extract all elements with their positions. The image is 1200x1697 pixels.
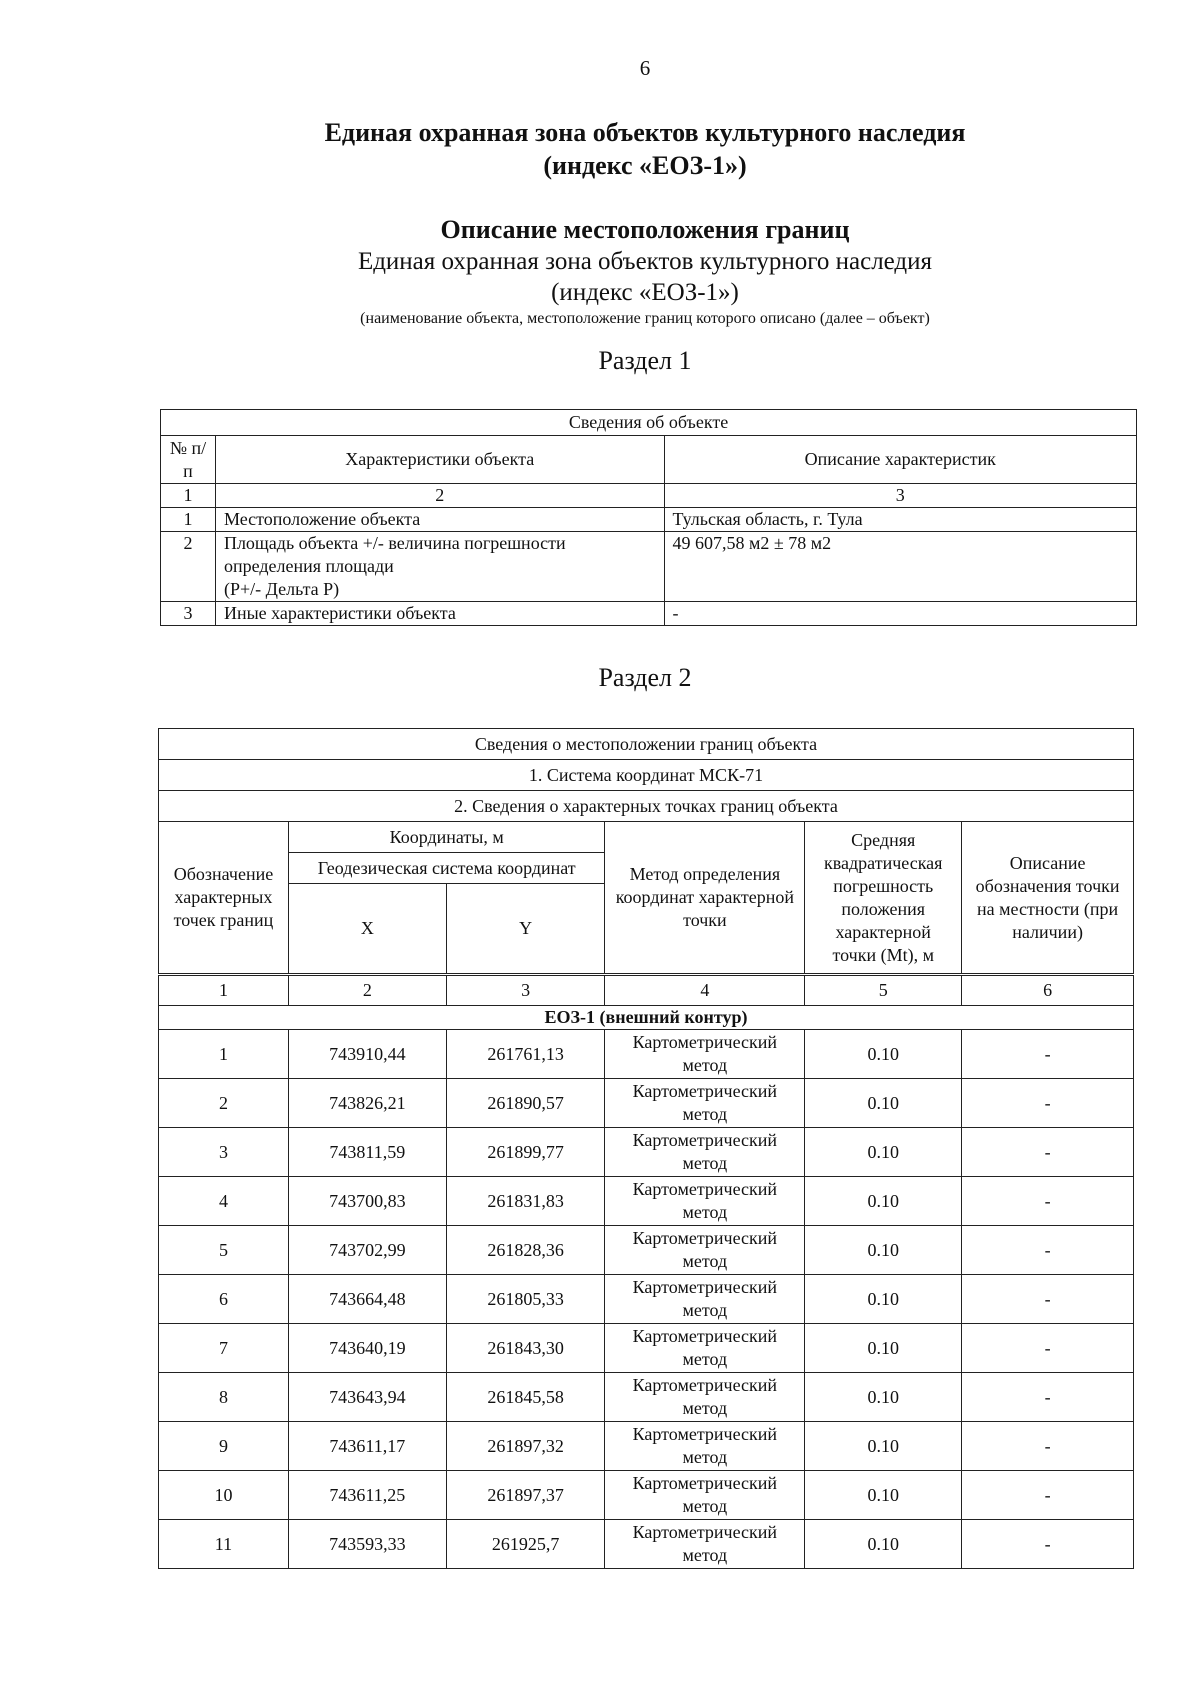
index-cell: 1 <box>159 975 289 1006</box>
point-note-cell: - <box>962 1422 1134 1471</box>
point-number-cell: 4 <box>159 1177 289 1226</box>
row-description: Тульская область, г. Тула <box>664 508 1137 532</box>
method-line: метод <box>682 1545 728 1565</box>
point-y-cell: 261899,77 <box>446 1128 605 1177</box>
row-characteristic-line: Площадь объекта +/- величина погрешности <box>223 533 566 553</box>
index-cell: 6 <box>962 975 1134 1006</box>
method-line: Картометрический <box>632 1473 778 1493</box>
method-line: метод <box>682 1447 728 1467</box>
point-note-cell: - <box>962 1324 1134 1373</box>
page-number: 6 <box>639 56 651 80</box>
point-number-cell: 1 <box>159 1030 289 1079</box>
col-header-y: Y <box>446 884 605 975</box>
point-y-cell: 261845,58 <box>446 1373 605 1422</box>
table-row <box>159 1226 1134 1275</box>
point-y-cell: 261761,13 <box>446 1030 605 1079</box>
point-number-cell: 11 <box>159 1520 289 1569</box>
point-y-cell: 261843,30 <box>446 1324 605 1373</box>
row-characteristic-line: Местоположение объекта <box>223 509 421 529</box>
point-note-cell: - <box>962 1030 1134 1079</box>
point-method-cell <box>605 1422 805 1471</box>
point-x-cell: 743826,21 <box>288 1079 446 1128</box>
point-x-cell: 743811,59 <box>288 1128 446 1177</box>
point-error-cell: 0.10 <box>805 1324 962 1373</box>
point-number-cell: 10 <box>159 1471 289 1520</box>
method-line: Картометрический <box>632 1375 778 1395</box>
point-error-cell: 0.10 <box>805 1079 962 1128</box>
point-method-cell <box>605 1079 805 1128</box>
boundary-points-table <box>158 728 1134 1569</box>
point-y-cell: 261925,7 <box>446 1520 605 1569</box>
point-x-cell: 743611,25 <box>288 1471 446 1520</box>
point-method-cell <box>605 1373 805 1422</box>
point-error-cell: 0.10 <box>805 1226 962 1275</box>
point-x-cell: 743664,48 <box>288 1275 446 1324</box>
col-header-error: Средняя квадратическая погрешность положения характерной точки (Mt), м <box>805 822 962 975</box>
point-method-cell <box>605 1226 805 1275</box>
table-row <box>159 1030 1134 1079</box>
point-number-cell: 3 <box>159 1128 289 1177</box>
boundary-info-title: Сведения о местоположении границ объекта <box>159 729 1134 760</box>
col-header-x: X <box>288 884 446 975</box>
method-line: метод <box>682 1398 728 1418</box>
point-note-cell: - <box>962 1128 1134 1177</box>
method-line: метод <box>682 1055 728 1075</box>
document-title <box>0 116 1200 182</box>
title-line-1: Единая охранная зона объектов культурного наследия <box>324 118 966 147</box>
description-heading: Описание местоположения границ <box>440 215 850 244</box>
col-header-characteristics: Характеристики объекта <box>215 436 664 484</box>
description-line-2: (индекс «ЕОЗ-1») <box>551 279 739 306</box>
method-line: Картометрический <box>632 1326 778 1346</box>
row-num: 2 <box>161 532 216 602</box>
table-row <box>161 602 1137 626</box>
point-error-cell: 0.10 <box>805 1422 962 1471</box>
point-note-cell: - <box>962 1471 1134 1520</box>
col-header-method: Метод определения координат характерной точки <box>605 822 805 975</box>
point-error-cell: 0.10 <box>805 1373 962 1422</box>
table-row <box>159 1324 1134 1373</box>
table-header-row <box>159 822 1134 853</box>
point-y-cell: 261897,37 <box>446 1471 605 1520</box>
point-x-cell: 743702,99 <box>288 1226 446 1275</box>
contour-row <box>159 1006 1134 1030</box>
method-line: Картометрический <box>632 1032 778 1052</box>
point-note-cell: - <box>962 1226 1134 1275</box>
point-y-cell: 261897,32 <box>446 1422 605 1471</box>
table-row <box>159 1373 1134 1422</box>
row-characteristic <box>215 532 664 602</box>
description-caption: (наименование объекта, местоположение границ которого описано (далее – объект) <box>360 310 930 327</box>
point-note-cell: - <box>962 1079 1134 1128</box>
point-error-cell: 0.10 <box>805 1520 962 1569</box>
table-row <box>159 1275 1134 1324</box>
point-method-cell <box>605 1128 805 1177</box>
method-line: Картометрический <box>632 1179 778 1199</box>
point-y-cell: 261805,33 <box>446 1275 605 1324</box>
table-row <box>159 1079 1134 1128</box>
description-line-1: Единая охранная зона объектов культурного наследия <box>357 248 933 275</box>
index-cell: 5 <box>805 975 962 1006</box>
point-number-cell: 5 <box>159 1226 289 1275</box>
col-header-num: № п/п <box>161 436 216 484</box>
index-cell: 2 <box>288 975 446 1006</box>
table-row <box>161 508 1137 532</box>
point-x-cell: 743593,33 <box>288 1520 446 1569</box>
section-2-heading: Раздел 2 <box>598 663 692 692</box>
index-cell: 1 <box>161 484 216 508</box>
method-line: метод <box>682 1202 728 1222</box>
point-number-cell: 7 <box>159 1324 289 1373</box>
point-method-cell <box>605 1324 805 1373</box>
point-number-cell: 2 <box>159 1079 289 1128</box>
table-title-row <box>159 760 1134 791</box>
row-characteristic-line: определения площади <box>223 556 394 576</box>
table-row <box>159 1177 1134 1226</box>
table-title-row <box>159 729 1134 760</box>
col-header-designation: Обозначение характерных точек границ <box>159 822 289 975</box>
object-info-table <box>160 409 1137 626</box>
points-info-title: 2. Сведения о характерных точках границ объекта <box>159 791 1134 822</box>
point-error-cell: 0.10 <box>805 1128 962 1177</box>
point-error-cell: 0.10 <box>805 1275 962 1324</box>
point-y-cell: 261890,57 <box>446 1079 605 1128</box>
row-characteristic-line: (P+/- Дельта P) <box>223 579 340 599</box>
index-cell: 4 <box>605 975 805 1006</box>
index-cell: 2 <box>215 484 664 508</box>
col-header-description: Описание характеристик <box>664 436 1137 484</box>
point-number-cell: 8 <box>159 1373 289 1422</box>
contour-label: ЕОЗ-1 (внешний контур) <box>159 1006 1134 1030</box>
title-line-2: (индекс «ЕОЗ-1») <box>543 151 747 180</box>
row-num: 3 <box>161 602 216 626</box>
method-line: метод <box>682 1104 728 1124</box>
method-line: Картометрический <box>632 1522 778 1542</box>
table-index-row <box>161 484 1137 508</box>
point-method-cell <box>605 1471 805 1520</box>
table-title-row <box>161 410 1137 436</box>
index-cell: 3 <box>664 484 1137 508</box>
method-line: метод <box>682 1496 728 1516</box>
row-characteristic <box>215 508 664 532</box>
point-note-cell: - <box>962 1177 1134 1226</box>
table-row <box>159 1520 1134 1569</box>
point-error-cell: 0.10 <box>805 1471 962 1520</box>
method-line: Картометрический <box>632 1228 778 1248</box>
row-num: 1 <box>161 508 216 532</box>
method-line: Картометрический <box>632 1081 778 1101</box>
point-y-cell: 261831,83 <box>446 1177 605 1226</box>
point-method-cell <box>605 1520 805 1569</box>
col-header-note: Описание обозначения точки на местности (при наличии) <box>962 822 1134 975</box>
point-method-cell <box>605 1030 805 1079</box>
point-x-cell: 743611,17 <box>288 1422 446 1471</box>
point-error-cell: 0.10 <box>805 1177 962 1226</box>
method-line: Картометрический <box>632 1130 778 1150</box>
point-x-cell: 743640,19 <box>288 1324 446 1373</box>
method-line: метод <box>682 1153 728 1173</box>
row-description: 49 607,58 м2 ± 78 м2 <box>664 532 1137 602</box>
table-title-row <box>159 791 1134 822</box>
table-row <box>159 1422 1134 1471</box>
method-line: метод <box>682 1349 728 1369</box>
point-note-cell: - <box>962 1373 1134 1422</box>
point-note-cell: - <box>962 1520 1134 1569</box>
row-description: - <box>664 602 1137 626</box>
point-number-cell: 9 <box>159 1422 289 1471</box>
section-1-heading: Раздел 1 <box>598 346 692 375</box>
point-y-cell: 261828,36 <box>446 1226 605 1275</box>
table-row <box>161 532 1137 602</box>
method-line: метод <box>682 1251 728 1271</box>
point-method-cell <box>605 1177 805 1226</box>
point-note-cell: - <box>962 1275 1134 1324</box>
point-method-cell <box>605 1275 805 1324</box>
index-cell: 3 <box>446 975 605 1006</box>
method-line: Картометрический <box>632 1277 778 1297</box>
col-header-coordinates: Координаты, м <box>288 822 605 853</box>
object-info-title: Сведения об объекте <box>161 410 1137 436</box>
boundary-description-header <box>0 214 1200 330</box>
table-row <box>159 1128 1134 1177</box>
col-header-geodetic: Геодезическая система координат <box>288 853 605 884</box>
point-number-cell: 6 <box>159 1275 289 1324</box>
method-line: метод <box>682 1300 728 1320</box>
point-error-cell: 0.10 <box>805 1030 962 1079</box>
table-row <box>159 1471 1134 1520</box>
table-header-row <box>161 436 1137 484</box>
method-line: Картометрический <box>632 1424 778 1444</box>
point-x-cell: 743700,83 <box>288 1177 446 1226</box>
row-characteristic-line: Иные характеристики объекта <box>223 603 456 623</box>
point-x-cell: 743643,94 <box>288 1373 446 1422</box>
table-index-row <box>159 975 1134 1006</box>
coordinate-system-title: 1. Система координат МСК-71 <box>159 760 1134 791</box>
point-x-cell: 743910,44 <box>288 1030 446 1079</box>
row-characteristic <box>215 602 664 626</box>
